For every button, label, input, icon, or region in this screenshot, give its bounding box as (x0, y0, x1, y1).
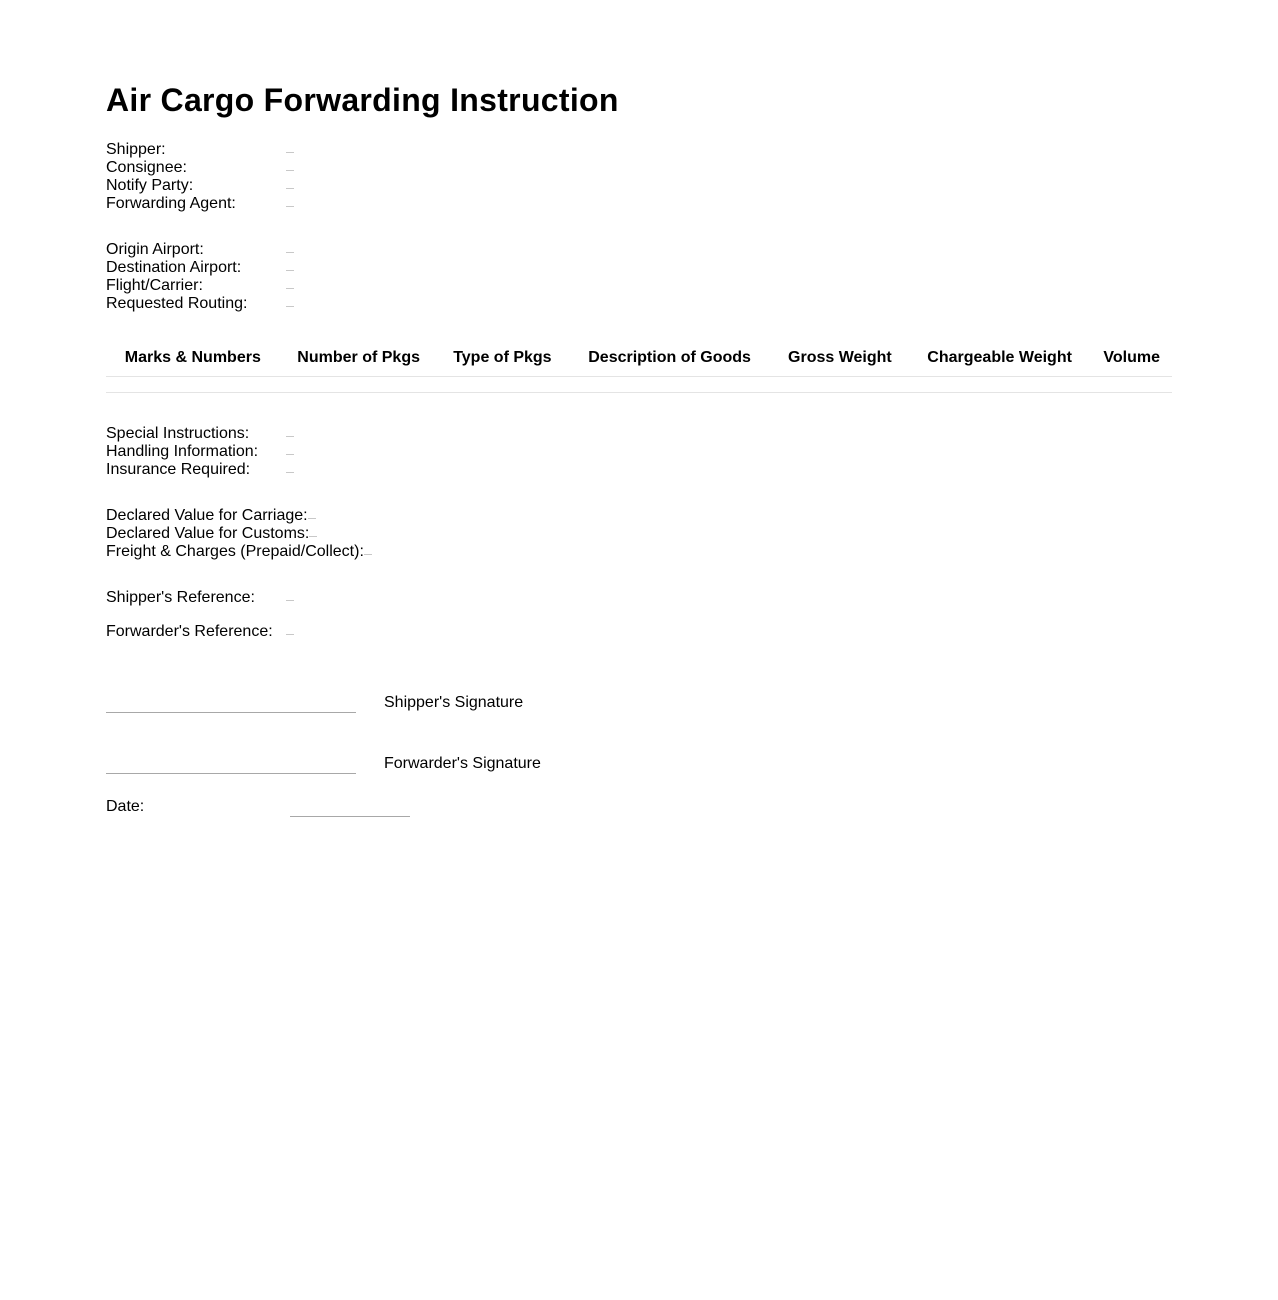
instructions-section (106, 425, 258, 479)
origin-airport-blank[interactable] (286, 251, 294, 253)
requested-routing-blank[interactable] (286, 305, 294, 307)
forwarder-reference-section (106, 623, 273, 641)
field-label: Freight & Charges (Prepaid/Collect): (106, 543, 364, 560)
field-label: Declared Value for Customs: (106, 525, 310, 542)
forwarding-agent-blank[interactable] (286, 205, 294, 207)
notify-party-blank[interactable] (286, 187, 294, 189)
field-label: Flight/Carrier: (106, 277, 203, 294)
field-label: Insurance Required: (106, 461, 251, 478)
document-title: Air Cargo Forwarding Instruction (106, 82, 619, 118)
field-requested-routing (106, 295, 247, 313)
field-forwarding-agent (106, 195, 236, 213)
column-header-number-of-pkgs: Number of Pkgs (280, 340, 438, 377)
values-section (106, 507, 372, 561)
consignee-blank[interactable] (286, 169, 294, 171)
field-shipper-reference (106, 589, 255, 607)
freight-charges-blank[interactable] (364, 553, 372, 555)
forwarder-reference-blank[interactable] (286, 633, 294, 635)
shipper-signature-label: Shipper's Signature (384, 694, 524, 711)
special-instructions-blank[interactable] (286, 435, 294, 437)
handling-information-blank[interactable] (286, 453, 294, 455)
column-header-volume: Volume (1091, 340, 1172, 377)
field-flight-carrier (106, 277, 247, 295)
field-declared-value-carriage (106, 507, 372, 525)
field-label: Declared Value for Carriage: (106, 507, 308, 524)
field-label: Special Instructions: (106, 425, 250, 442)
field-freight-charges (106, 543, 372, 561)
shipper-reference-blank[interactable] (286, 599, 294, 601)
field-label: Consignee: (106, 159, 187, 176)
field-consignee (106, 159, 236, 177)
shipper-blank[interactable] (286, 151, 294, 153)
field-special-instructions (106, 425, 258, 443)
field-shipper (106, 141, 236, 159)
field-label: Destination Airport: (106, 259, 242, 276)
date-label: Date: (106, 798, 145, 815)
field-label: Forwarder's Reference: (106, 623, 273, 640)
field-label: Shipper: (106, 141, 166, 158)
column-header-marks-numbers: Marks & Numbers (106, 340, 280, 377)
field-insurance-required (106, 461, 258, 479)
destination-airport-blank[interactable] (286, 269, 294, 271)
column-header-description-of-goods: Description of Goods (567, 340, 772, 377)
field-handling-information (106, 443, 258, 461)
field-label: Shipper's Reference: (106, 589, 255, 606)
shipper-reference-section (106, 589, 255, 607)
table-empty-row (106, 377, 1172, 393)
table-header-row (106, 340, 1172, 377)
field-origin-airport (106, 241, 247, 259)
forwarder-signature-line[interactable] (106, 772, 356, 774)
field-label: Origin Airport: (106, 241, 204, 258)
insurance-required-blank[interactable] (286, 471, 294, 473)
field-label: Forwarding Agent: (106, 195, 236, 212)
field-label: Handling Information: (106, 443, 259, 460)
field-destination-airport (106, 259, 247, 277)
field-declared-value-customs (106, 525, 372, 543)
field-label: Requested Routing: (106, 295, 248, 312)
field-forwarder-reference (106, 623, 273, 641)
column-header-type-of-pkgs: Type of Pkgs (438, 340, 567, 377)
column-header-chargeable-weight: Chargeable Weight (908, 340, 1092, 377)
forwarder-signature-label: Forwarder's Signature (384, 755, 541, 772)
parties-section (106, 141, 236, 213)
table-empty-cell (106, 377, 1172, 393)
declared-value-customs-blank[interactable] (309, 535, 317, 537)
field-label: Notify Party: (106, 177, 194, 194)
routing-section (106, 241, 247, 313)
date-field[interactable] (290, 815, 410, 817)
column-header-gross-weight: Gross Weight (772, 340, 908, 377)
goods-table (106, 340, 1172, 393)
field-notify-party (106, 177, 236, 195)
flight-carrier-blank[interactable] (286, 287, 294, 289)
declared-value-carriage-blank[interactable] (308, 517, 316, 519)
shipper-signature-line[interactable] (106, 711, 356, 713)
